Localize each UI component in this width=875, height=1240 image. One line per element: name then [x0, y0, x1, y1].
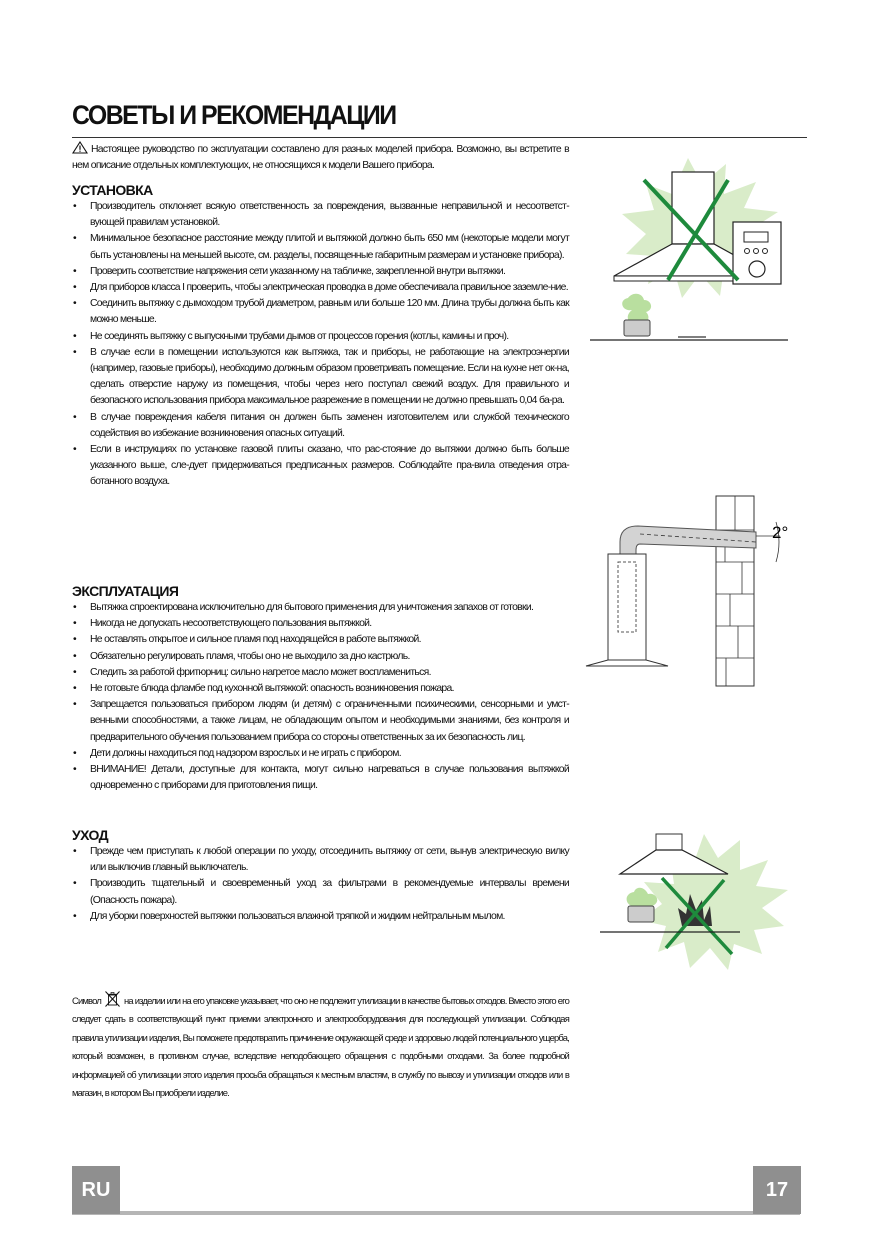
chimney	[656, 834, 682, 850]
list-item: • В случае если в помещении используются как вытяжка, так и приборы, не работающие на электроэнергии (например, газовые приборы), необходимо должным образом проветривать помещение. Если на кухне нет ок-на, сделать отверстие наружу из помещения, чтобы через него поступал свежий воздух. Для правильного и безопасного использования прибора максимальное разрежение в помещении не должно превышать 0,04 ба-ра.	[72, 345, 569, 410]
warning-note	[72, 141, 569, 174]
disposal-text-start: Символ	[72, 995, 102, 1006]
list-item: • Не готовьте блюда фламбе под кухонной вытяжкой: опасность возникновения пожара.	[72, 681, 569, 697]
care-list	[72, 844, 569, 925]
hood-distance-illustration	[588, 150, 810, 350]
chimney-column	[608, 554, 646, 662]
list-item: • ВНИМАНИЕ! Детали, доступные для контакта, могут сильно нагреваться в случае пользования вытяжкой одновременно с приборами для приготовления пищи.	[72, 762, 569, 794]
page-number: 17	[753, 1166, 801, 1214]
disposal-text: на изделии или на его упаковке указывает, что оно не подлежит утилизации в качестве бытовых отходов. Вместо этого его следует сдать в соответствующий пункт приемки электронного и электрооборудования для последующей утилизации. Соблюдая правила утилизации изделия, Вы поможете предотвратить причинение окружающей среде и здоровью людей потенциального ущерба, который возможен, в противном случае, вследствие неподобающего обращения с подобными отходами. За более подробной информацией об утилизации этого изделия просьба обращаться к местным властям, в службу по вывозу и утилизации отходов или в магазин, в котором Вы приобрели изделие.	[72, 995, 569, 1099]
operation-section	[72, 582, 569, 794]
operation-heading: ЭКСПЛУАТАЦИЯ	[72, 583, 179, 599]
list-item: • Не оставлять открытое и сильное пламя под находящейся в работе вытяжкой.	[72, 632, 569, 648]
list-item: • Для уборки поверхностей вытяжки пользоваться влажной тряпкой и жидким нейтральным мылом.	[72, 909, 569, 925]
pot-icon	[628, 906, 654, 922]
no-flame-illustration	[600, 828, 800, 978]
angle-label: 2°	[772, 523, 789, 542]
footer-bar	[72, 1211, 800, 1215]
install-heading: УСТАНОВКА	[72, 182, 153, 198]
steam-icon	[622, 294, 651, 323]
list-item: • Запрещается пользоваться прибором людям (и детям) с ограниченными психическими, сенсорными и умст-венными способностями, а также лицам, не обладающим опытом и необходимыми знаниями, без контроля и предварительного обучения пользованием прибора со стороны ответственных за их безопасность лиц.	[72, 697, 569, 746]
list-item: • Обязательно регулировать пламя, чтобы оно не выходило за дно кастрюль.	[72, 649, 569, 665]
list-item: • Дети должны находиться под надзором взрослых и не играть с прибором.	[72, 746, 569, 762]
list-item: • Соединить вытяжку с дымоходом трубой диаметром, равным или больше 120 мм. Длина трубы должна быть как можно меньше.	[72, 296, 569, 328]
list-item: • Для приборов класса I проверить, чтобы электрическая проводка в доме обеспечивала правильное заземле-ние.	[72, 280, 569, 296]
install-list	[72, 199, 569, 491]
list-item: • Минимальное безопасное расстояние между плитой и вытяжкой должно быть 650 мм (некоторые модели могут быть установлены на меньшей высоте, см. разделы, посвященные габаритным размерам и установке прибора).	[72, 231, 569, 263]
duct-slope-illustration	[580, 492, 805, 692]
list-item: • Производитель отклоняет всякую ответственность за повреждения, вызванные неправильной и несоответст-вующей правилам установкой.	[72, 199, 569, 231]
title-rule	[72, 137, 807, 138]
list-item: • Проверить соответствие напряжения сети указанному на табличке, закрепленной внутри вытяжки.	[72, 264, 569, 280]
care-heading: УХОД	[72, 827, 108, 843]
hood-base	[586, 660, 668, 666]
list-item: • Следить за работой фритюрниц: сильно нагретое масло может воспламениться.	[72, 665, 569, 681]
list-item: • Вытяжка спроектирована исключительно для бытового применения для уничтожения запахов от готовки.	[72, 600, 569, 616]
list-item: • Никогда не допускать несоответствующего пользования вытяжкой.	[72, 616, 569, 632]
list-item: • В случае повреждения кабеля питания он должен быть заменен изготовителем или службой технического содействия во избежание возникновения опасных ситуаций.	[72, 410, 569, 442]
disposal-note	[72, 990, 569, 1102]
care-section	[72, 826, 569, 925]
list-item: • Если в инструкциях по установке газовой плиты сказано, что рас-стояние до вытяжки должно быть больше указанного выше, сле-дует придерживаться предписанных размеров. Соблюдайте пра-вила отведения отра-ботанного воздуха.	[72, 442, 569, 491]
list-item: • Производить тщательный и своевременный уход за фильтрами в рекомендуемые интервалы времени (Опасность пожара).	[72, 876, 569, 908]
warning-icon	[72, 141, 88, 154]
crossed-bin-icon	[104, 990, 121, 1008]
operation-list	[72, 600, 569, 794]
list-item: • Не соединять вытяжку с выпускными трубами дымов от процессов горения (котлы, камины и проч).	[72, 329, 569, 345]
language-badge: RU	[72, 1166, 120, 1214]
list-item: • Прежде чем приступать к любой операции по уходу, отсоединить вытяжку от сети, вынув электрическую вилку или выключив главный выключатель.	[72, 844, 569, 876]
pot-icon	[624, 320, 650, 336]
page-title: СОВЕТЫ И РЕКОМЕНДАЦИИ	[72, 100, 396, 130]
install-section	[72, 181, 569, 491]
warning-text: Настоящее руководство по эксплуатации составлено для разных моделей прибора. Возможно, вы встретите в нем описание отдельных комплектующих, не относящихся к модели Вашего прибора.	[72, 144, 569, 172]
